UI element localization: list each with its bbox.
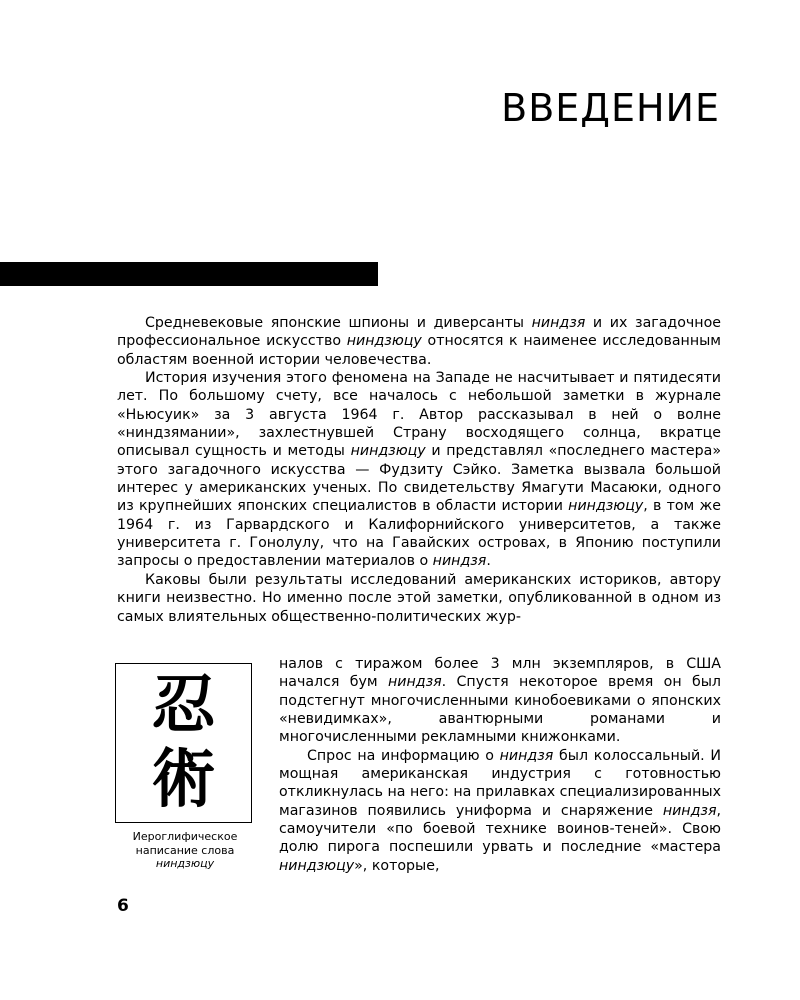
- paragraph-3-continued: налов с тиражом более 3 млн экземпляров, в США начался бум ниндзя. Спустя некоторое время он был подстегнут многочисленными кинобоевиками о японских «невидимках», авантюрными романами и многочисленными рекламными книжонками.: [279, 656, 721, 746]
- kanji-box: [115, 663, 252, 823]
- title-bar-divider: [0, 262, 378, 286]
- kanji-figure: [115, 663, 255, 871]
- paragraph-1: Средневековые японские шпионы и диверсанты ниндзя и их загадочное профессиональное искусство ниндзюцу относятся к наименее исследованным областям военной истории человечества.: [117, 315, 721, 368]
- kanji-nin: 忍: [151, 668, 216, 743]
- chapter-title: ВВЕДЕНИЕ: [501, 86, 720, 130]
- figure-caption: Иероглифическое написание слова ниндзюцу: [132, 830, 238, 870]
- paragraph-2: История изучения этого феномена на Западе не насчитывает и пятидесяти лет. По большому счету, все началось с небольшой заметки в журнале «Ньюсуик» за 3 августа 1964 г. Автор рассказывал в ней о волне «ниндзямании», захлестнувшей Страну восходящего солнца, вкратце описывал сущность и методы ниндзюцу и представлял «последнего мастера» этого загадочного искусства — Фудзиту Сэйко. Заметка вызвала большой интерес у американских ученых. По свидетельству Ямагути Масаюки, одного из крупнейших японских специалистов в области истории ниндзюцу, в том же 1964 г. из Гарвардского и Калифорнийского университетов, а также университета г. Гонолулу, что на Гавайских островах, в Японию поступили запросы о предоставлении материалов о ниндзя.: [117, 370, 721, 570]
- kanji-jutsu: 術: [151, 742, 216, 817]
- paragraph-4: Спрос на информацию о ниндзя был колоссальный. И мощная американская индустрия с готовностью откликнулась на него: на прилавках специализированных магазинов появились униформа и снаряжение ниндзя, самоучители «по боевой технике воинов-теней». Свою долю пирога поспешили урвать и последние «мастера ниндзюцу», которые,: [279, 747, 721, 874]
- paragraph-3: Каковы были результаты исследований американских историков, автору книги неизвестно. Но именно после этой заметки, опубликованной в одном из самых влиятельных общественно-политических жур-: [117, 571, 721, 625]
- body-text-full-width: [117, 314, 721, 626]
- body-text-narrow: [279, 655, 721, 875]
- page-number: 6: [117, 896, 129, 916]
